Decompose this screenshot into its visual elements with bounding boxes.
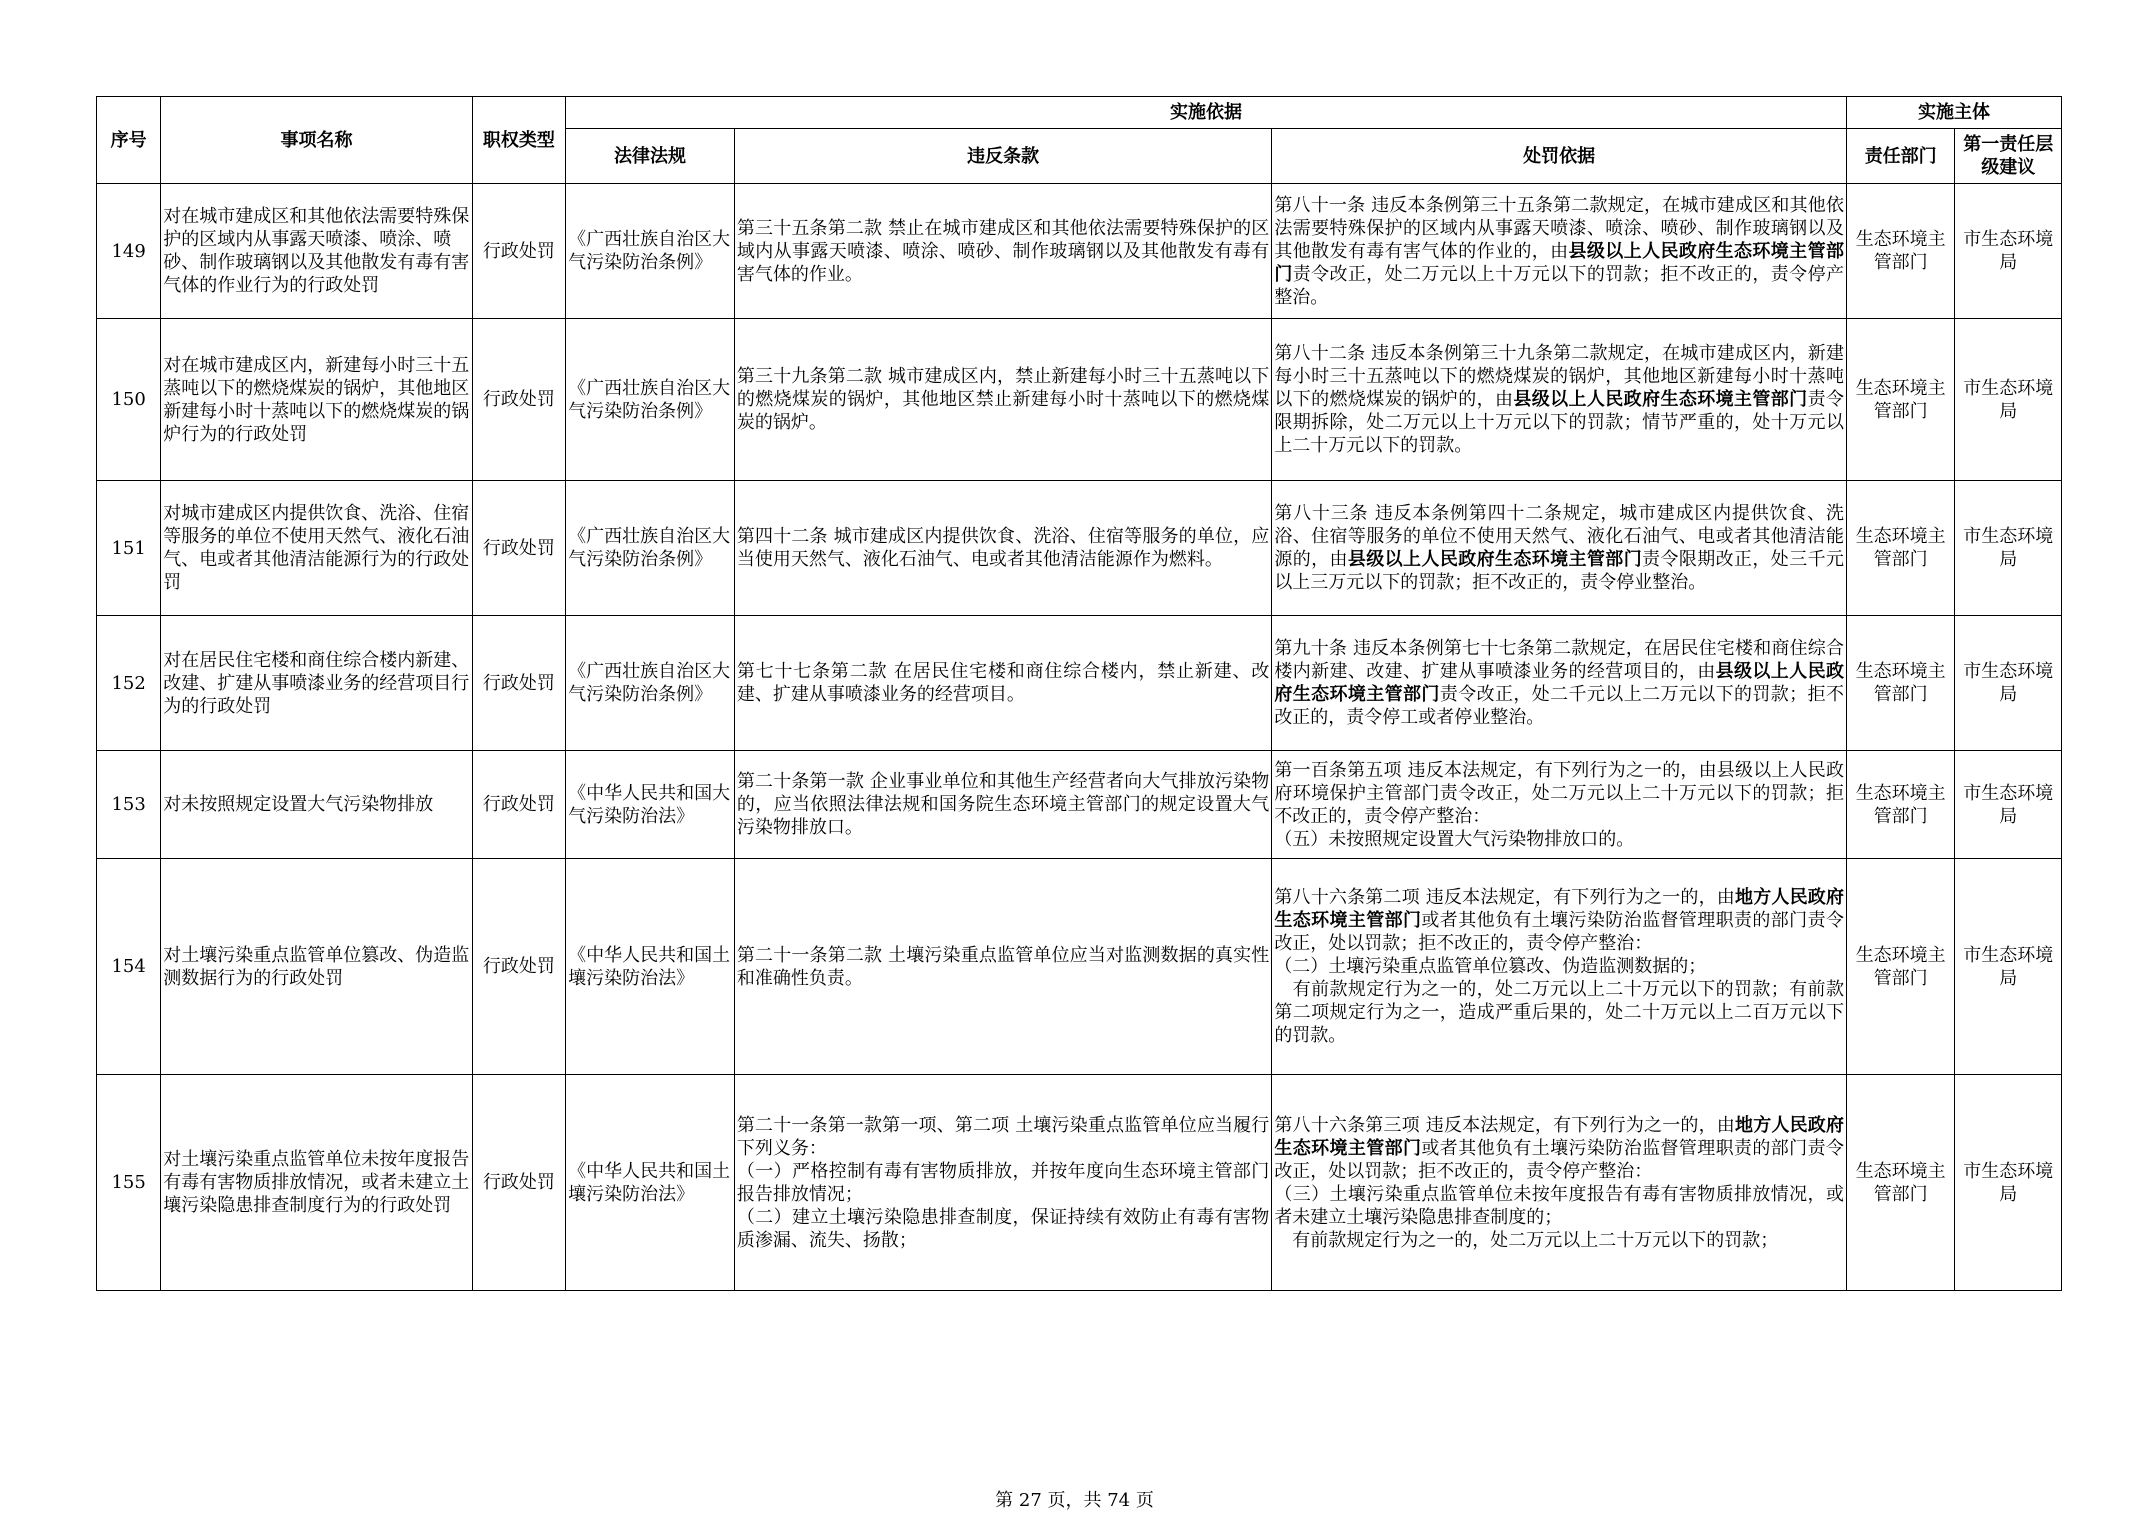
penalty-authority: 县级以上人民政府生态环境主管部门 [1513, 389, 1808, 410]
cell-level: 市生态环境局 [1955, 859, 2062, 1075]
cell-penalty-basis [1272, 184, 1847, 319]
penalty-text: 第九十条 违反本条例第七十七条第二款规定，在居民住宅楼和商住综合楼内新建、改建、扩建从事喷漆业务的经营项目的，由 [1274, 638, 1844, 682]
penalty-text: 责令改正，处二万元以上十万元以下的罚款；拒不改正的，责令停产整治。 [1274, 263, 1844, 308]
header-subject-group: 实施主体 [1846, 97, 2061, 129]
cell-no: 150 [97, 319, 161, 481]
cell-dept: 生态环境主管部门 [1846, 184, 1954, 319]
penalty-text: 或者其他负有土壤污染防治监督管理职责的部门责令改正，处以罚款；拒不改正的，责令停产整治： （三）土壤污染重点监管单位未按年度报告有毒有害物质排放情况，或者未建立土壤污染隐患排查制度的； 有前款规定行为之一的，处二万元以上二十万元以下的罚款； [1274, 1137, 1844, 1251]
cell-law: 《广西壮族自治区大气污染防治条例》 [566, 184, 735, 319]
cell-no: 152 [97, 616, 161, 751]
cell-penalty-basis [1272, 481, 1847, 616]
penalty-authority: 县级以上人民政府生态环境主管部门 [1274, 240, 1844, 285]
cell-power-type: 行政处罚 [472, 1075, 565, 1291]
cell-item-name: 对在城市建成区和其他依法需要特殊保护的区域内从事露天喷漆、喷涂、喷砂、制作玻璃钢以及其他散发有毒有害气体的作业行为的行政处罚 [161, 184, 472, 319]
enforcement-table [96, 96, 2062, 1291]
penalty-text: 第八十一条 违反本条例第三十五条第二款规定，在城市建成区和其他依法需要特殊保护的区域内从事露天喷漆、喷涂、喷砂、制作玻璃钢以及其他散发有毒有害气体的作业的，由 [1274, 194, 1844, 262]
cell-violated-clause: 第四十二条 城市建成区内提供饮食、洗浴、住宿等服务的单位，应当使用天然气、液化石油气、电或者其他清洁能源作为燃料。 [734, 481, 1271, 616]
cell-violated-clause: 第七十七条第二款 在居民住宅楼和商住综合楼内，禁止新建、改建、扩建从事喷漆业务的经营项目。 [734, 616, 1271, 751]
cell-penalty-basis [1272, 319, 1847, 481]
cell-power-type: 行政处罚 [472, 859, 565, 1075]
cell-penalty-basis [1272, 1075, 1847, 1291]
cell-no: 155 [97, 1075, 161, 1291]
cell-violated-clause: 第三十五条第二款 禁止在城市建成区和其他依法需要特殊保护的区域内从事露天喷漆、喷涂、喷砂、制作玻璃钢以及其他散发有毒有害气体的作业。 [734, 184, 1271, 319]
cell-law: 《广西壮族自治区大气污染防治条例》 [566, 319, 735, 481]
table-row [97, 481, 2062, 616]
penalty-text: 责令限期改正，处三千元以上三万元以下的罚款；拒不改正的，责令停业整治。 [1274, 549, 1844, 593]
table-row [97, 1075, 2062, 1291]
cell-power-type: 行政处罚 [472, 616, 565, 751]
penalty-authority: 县级以上人民政府生态环境主管部门 [1347, 549, 1643, 570]
cell-penalty-basis [1272, 751, 1847, 859]
header-violated-clause: 违反条款 [734, 129, 1271, 184]
cell-law: 《中华人民共和国大气污染防治法》 [566, 751, 735, 859]
cell-dept: 生态环境主管部门 [1846, 1075, 1954, 1291]
cell-dept: 生态环境主管部门 [1846, 616, 1954, 751]
table-body [97, 184, 2062, 1291]
table-row [97, 184, 2062, 319]
table-row [97, 751, 2062, 859]
cell-penalty-basis [1272, 859, 1847, 1075]
cell-item-name: 对城市建成区内提供饮食、洗浴、住宿等服务的单位不使用天然气、液化石油气、电或者其他清洁能源行为的行政处罚 [161, 481, 472, 616]
penalty-text: 第八十三条 违反本条例第四十二条规定，城市建成区内提供饮食、洗浴、住宿等服务的单位不使用天然气、液化石油气、电或者其他清洁能源的，由 [1274, 503, 1844, 570]
cell-penalty-basis [1272, 616, 1847, 751]
cell-dept: 生态环境主管部门 [1846, 859, 1954, 1075]
cell-violated-clause: 第二十一条第二款 土壤污染重点监管单位应当对监测数据的真实性和准确性负责。 [734, 859, 1271, 1075]
cell-dept: 生态环境主管部门 [1846, 319, 1954, 481]
header-dept: 责任部门 [1846, 129, 1954, 184]
cell-level: 市生态环境局 [1955, 751, 2062, 859]
cell-level: 市生态环境局 [1955, 481, 2062, 616]
cell-level: 市生态环境局 [1955, 616, 2062, 751]
cell-item-name: 对未按照规定设置大气污染物排放 [161, 751, 472, 859]
cell-power-type: 行政处罚 [472, 319, 565, 481]
header-no: 序号 [97, 97, 161, 184]
cell-no: 153 [97, 751, 161, 859]
penalty-authority: 地方人民政府生态环境主管部门 [1274, 887, 1844, 931]
cell-item-name: 对土壤污染重点监管单位未按年度报告有毒有害物质排放情况，或者未建立土壤污染隐患排查制度行为的行政处罚 [161, 1075, 472, 1291]
cell-no: 149 [97, 184, 161, 319]
cell-level: 市生态环境局 [1955, 319, 2062, 481]
cell-law: 《中华人民共和国土壤污染防治法》 [566, 859, 735, 1075]
header-law: 法律法规 [566, 129, 735, 184]
cell-no: 151 [97, 481, 161, 616]
penalty-text: 第八十六条第二项 违反本法规定，有下列行为之一的，由 [1274, 887, 1735, 908]
cell-level: 市生态环境局 [1955, 184, 2062, 319]
cell-item-name: 对在居民住宅楼和商住综合楼内新建、改建、扩建从事喷漆业务的经营项目行为的行政处罚 [161, 616, 472, 751]
table-row [97, 616, 2062, 751]
penalty-authority: 地方人民政府生态环境主管部门 [1274, 1114, 1844, 1159]
page-number: 第 27 页，共 74 页 [995, 1490, 1154, 1511]
cell-law: 《广西壮族自治区大气污染防治条例》 [566, 616, 735, 751]
cell-dept: 生态环境主管部门 [1846, 481, 1954, 616]
cell-violated-clause: 第二十一条第一款第一项、第二项 土壤污染重点监管单位应当履行下列义务： （一）严格控制有毒有害物质排放，并按年度向生态环境主管部门报告排放情况； （二）建立土壤污染隐患排查制度，保证持续有效防止有毒有害物质渗漏、流失、扬散； [734, 1075, 1271, 1291]
cell-law: 《中华人民共和国土壤污染防治法》 [566, 1075, 735, 1291]
cell-power-type: 行政处罚 [472, 751, 565, 859]
penalty-text: 责令限期拆除，处二万元以上十万元以下的罚款；情节严重的，处十万元以上二十万元以下的罚款。 [1274, 389, 1844, 456]
cell-law: 《广西壮族自治区大气污染防治条例》 [566, 481, 735, 616]
header-power-type: 职权类型 [472, 97, 565, 184]
cell-power-type: 行政处罚 [472, 184, 565, 319]
cell-level: 市生态环境局 [1955, 1075, 2062, 1291]
cell-power-type: 行政处罚 [472, 481, 565, 616]
header-penalty-basis: 处罚依据 [1272, 129, 1847, 184]
cell-violated-clause: 第三十九条第二款 城市建成区内，禁止新建每小时三十五蒸吨以下的燃烧煤炭的锅炉，其他地区禁止新建每小时十蒸吨以下的燃烧煤炭的锅炉。 [734, 319, 1271, 481]
penalty-text: 责令改正，处二千元以上二万元以下的罚款；拒不改正的，责令停工或者停业整治。 [1274, 684, 1844, 728]
header-basis-group: 实施依据 [566, 97, 1847, 129]
cell-item-name: 对土壤污染重点监管单位篡改、伪造监测数据行为的行政处罚 [161, 859, 472, 1075]
table-row [97, 319, 2062, 481]
cell-dept: 生态环境主管部门 [1846, 751, 1954, 859]
cell-violated-clause: 第二十条第一款 企业事业单位和其他生产经营者向大气排放污染物的，应当依照法律法规和国务院生态环境主管部门的规定设置大气污染物排放口。 [734, 751, 1271, 859]
table-header [97, 97, 2062, 184]
cell-no: 154 [97, 859, 161, 1075]
penalty-text: 第一百条第五项 违反本法规定，有下列行为之一的，由县级以上人民政府环境保护主管部门责令改正，处二万元以上二十万元以下的罚款；拒不改正的，责令停产整治： （五）未按照规定设置大气污染物排放口的。 [1274, 759, 1844, 850]
header-level: 第一责任层级建议 [1955, 129, 2062, 184]
penalty-text: 或者其他负有土壤污染防治监督管理职责的部门责令改正，处以罚款；拒不改正的，责令停产整治： （二）土壤污染重点监管单位篡改、伪造监测数据的； 有前款规定行为之一的，处二万元以上二十万元以下的罚款；有前款第二项规定行为之一，造成严重后果的，处二十万元以上二百万元以下的罚款。 [1274, 910, 1844, 1046]
penalty-text: 第八十六条第三项 违反本法规定，有下列行为之一的，由 [1274, 1114, 1735, 1136]
table-row [97, 859, 2062, 1075]
penalty-authority: 县级以上人民政府生态环境主管部门 [1274, 661, 1844, 705]
header-item-name: 事项名称 [161, 97, 472, 184]
cell-item-name: 对在城市建成区内，新建每小时三十五蒸吨以下的燃烧煤炭的锅炉，其他地区新建每小时十蒸吨以下的燃烧煤炭的锅炉行为的行政处罚 [161, 319, 472, 481]
penalty-text: 第八十二条 违反本条例第三十九条第二款规定，在城市建成区内，新建每小时三十五蒸吨以下的燃烧煤炭的锅炉，其他地区新建每小时十蒸吨以下的燃烧煤炭的锅炉的，由 [1274, 343, 1844, 410]
